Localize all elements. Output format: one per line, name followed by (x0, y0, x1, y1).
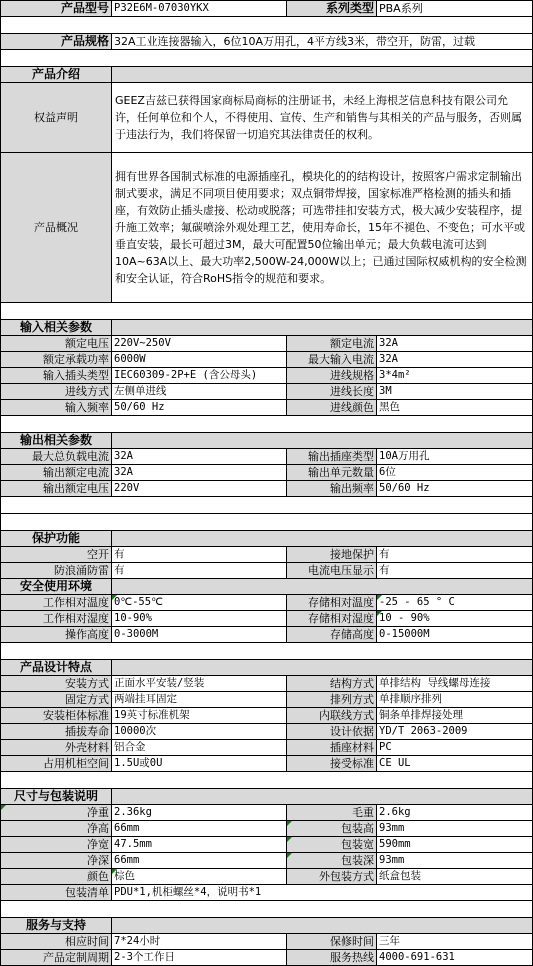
table-row (1, 853, 533, 869)
table-row (1, 676, 533, 692)
param-label: 保修时间 (287, 934, 377, 950)
param-label: 包装深 (287, 853, 377, 869)
param-label: 外包装方式 (287, 869, 377, 885)
spec-label: 产品规格 (1, 34, 112, 50)
param-value: 有 (377, 547, 533, 563)
spacer (1, 514, 533, 531)
param-value: 220V (112, 481, 287, 497)
param-label: 电流电压显示 (287, 563, 377, 579)
param-label: 结构方式 (287, 676, 377, 692)
param-label: 进线规格 (287, 368, 377, 384)
param-value: 单排结构 导线螺母连接 (377, 676, 533, 692)
series-type-label: 系列类型 (287, 1, 377, 17)
param-value: 有 (112, 547, 287, 563)
table-row (1, 740, 533, 756)
section-title-protect: 保护功能 (1, 531, 112, 547)
param-label: 插拔寿命 (1, 724, 112, 740)
model-label: 产品型号 (1, 1, 112, 17)
param-value: 19英寸标准机架 (112, 708, 287, 724)
param-label: 内联线方式 (287, 708, 377, 724)
section-title-service: 服务与支持 (1, 918, 112, 934)
section-fill (112, 531, 533, 547)
service-section-row (1, 918, 533, 934)
section-fill (112, 579, 533, 595)
param-value: 10 - 90% (377, 611, 533, 627)
param-label: 插座材料 (287, 740, 377, 756)
param-value: 黑色 (377, 400, 533, 416)
param-value: 纸盒包装 (377, 869, 533, 885)
param-value: 2.36kg (112, 805, 287, 821)
rights-label: 权益声明 (1, 83, 112, 153)
param-label: 操作高度 (1, 627, 112, 643)
param-label: 输出插座类型 (287, 449, 377, 465)
table-row (1, 708, 533, 724)
param-label: 接受标准 (287, 756, 377, 772)
param-value: 铝合金 (112, 740, 287, 756)
param-label: 净重 (1, 805, 112, 821)
spec-row (1, 34, 533, 50)
param-label: 包装宽 (287, 837, 377, 853)
section-fill (112, 789, 533, 805)
table-row (1, 692, 533, 708)
param-label: 设计依据 (287, 724, 377, 740)
section-fill (112, 433, 533, 449)
param-value: 有 (377, 563, 533, 579)
param-label: 工作相对温度 (1, 595, 112, 611)
series-type-value: PBA系列 (377, 1, 533, 17)
param-label: 进线颜色 (287, 400, 377, 416)
table-row (1, 481, 533, 497)
param-value: 32A (112, 449, 287, 465)
param-label: 进线方式 (1, 384, 112, 400)
overview-text: 拥有世界各国制式标准的电源插座孔，模块化的的结构设计，按照客户需求定制输出制式要求，满足不同项目使用要求；双点铜带焊接，国家标准严格检测的插头和插座，有效防止插头虚接、松动或脱落；可选带挂扣安装方式，极大减少安装程序，提升施工效率；氟碳喷涂外观处理工艺，使用寿命长，15年不褪色、不变色；可水平或垂直安装，最长可超过3M，最大可配置50位输出单元；最大负载电流可达到10A~63A以上、最大功率2,500W-24,000W以上；已通过国际权威机构的安全检测和安全认证，符合RoHS指令的规范和要求。 (112, 153, 533, 303)
section-title-intro: 产品介绍 (1, 67, 112, 83)
table-row (1, 368, 533, 384)
param-value: 2.6kg (377, 805, 533, 821)
table-row (1, 563, 533, 579)
param-label: 净高 (1, 821, 112, 837)
param-value: 10A万用孔 (377, 449, 533, 465)
param-value: 2-3个工作日 (112, 950, 287, 966)
param-value: 棕色 (112, 869, 287, 885)
param-value: 590mm (377, 837, 533, 853)
spacer (1, 50, 533, 67)
param-label: 相应时间 (1, 934, 112, 950)
param-value: 50/60 Hz (377, 481, 533, 497)
param-label: 产品定制周期 (1, 950, 112, 966)
table-row (1, 805, 533, 821)
param-value: 6000W (112, 352, 287, 368)
table-row (1, 837, 533, 853)
section-fill (112, 660, 533, 676)
param-label: 输出额定电压 (1, 481, 112, 497)
env-section-row (1, 579, 533, 595)
rights-text: GEEZ吉兹已获得国家商标局商标的注册证书，未经上海根芝信息科技有限公司允许，任何单位和个人，不得使用、宣传、生产和销售与其相关的产品与服务，否则属于违法行为，我们将保留一切追究其法律责任的权利。 (112, 83, 533, 153)
param-value: 有 (112, 563, 287, 579)
spacer (1, 497, 533, 514)
section-title-pack: 尺寸与包装说明 (1, 789, 112, 805)
protect-section-row (1, 531, 533, 547)
table-row (1, 869, 533, 885)
param-value: 50/60 Hz (112, 400, 287, 416)
spacer (1, 17, 533, 34)
param-value: 0-15000M (377, 627, 533, 643)
table-row (1, 756, 533, 772)
param-label: 输出单元数量 (287, 465, 377, 481)
section-fill (112, 320, 533, 336)
table-row (1, 384, 533, 400)
param-label: 安装方式 (1, 676, 112, 692)
param-label: 包装高 (287, 821, 377, 837)
design-section-row (1, 660, 533, 676)
table-row (1, 724, 533, 740)
param-label: 工作相对湿度 (1, 611, 112, 627)
param-label: 毛重 (287, 805, 377, 821)
param-label: 存储高度 (287, 627, 377, 643)
param-label: 额定承载功率 (1, 352, 112, 368)
param-label: 净深 (1, 853, 112, 869)
param-label: 额定电流 (287, 336, 377, 352)
param-label: 服务热线 (287, 950, 377, 966)
spacer (1, 772, 533, 789)
pack-section-row (1, 789, 533, 805)
table-row (1, 352, 533, 368)
param-value: IEC60309-2P+E (含公母头) (112, 368, 287, 384)
param-label: 进线长度 (287, 384, 377, 400)
param-value: YD/T 2063-2009 (377, 724, 533, 740)
param-value: 10000次 (112, 724, 287, 740)
param-label: 净宽 (1, 837, 112, 853)
spacer (1, 643, 533, 660)
table-row (1, 821, 533, 837)
pack-list-label: 包装清单 (1, 885, 112, 901)
pack-list-value: PDU*1,机柜螺丝*4，说明书*1 (112, 885, 533, 901)
param-label: 输出频率 (287, 481, 377, 497)
param-label: 输出额定电流 (1, 465, 112, 481)
param-value: 7*24小时 (112, 934, 287, 950)
spacer (1, 901, 533, 918)
param-label: 存储相对温度 (287, 595, 377, 611)
table-row (1, 400, 533, 416)
table-row (1, 934, 533, 950)
section-title-output: 输出相关参数 (1, 433, 112, 449)
param-value: 正面水平安装/竖装 (112, 676, 287, 692)
section-title-env: 安全使用环境 (1, 579, 112, 595)
param-value: 10-90% (112, 611, 287, 627)
param-label: 固定方式 (1, 692, 112, 708)
spacer (1, 303, 533, 320)
param-value: PC (377, 740, 533, 756)
section-fill (112, 918, 533, 934)
table-row (1, 336, 533, 352)
param-label: 输入插头类型 (1, 368, 112, 384)
param-value: 单排顺序排列 (377, 692, 533, 708)
overview-label: 产品概况 (1, 153, 112, 303)
param-value: 47.5mm (112, 837, 287, 853)
param-value: 6位 (377, 465, 533, 481)
param-label: 排列方式 (287, 692, 377, 708)
section-title-design: 产品设计特点 (1, 660, 112, 676)
param-label: 安装柜体标准 (1, 708, 112, 724)
param-value: 32A (377, 352, 533, 368)
model-row (1, 1, 533, 17)
spacer (1, 416, 533, 433)
param-value: -25 - 65 ° C (377, 595, 533, 611)
param-label: 空开 (1, 547, 112, 563)
section-fill (112, 67, 533, 83)
param-value: 左侧单进线 (112, 384, 287, 400)
param-value: 3M (377, 384, 533, 400)
table-row (1, 449, 533, 465)
table-row (1, 465, 533, 481)
param-label: 颜色 (1, 869, 112, 885)
table-row (1, 547, 533, 563)
param-value: 铜条单排焊接处理 (377, 708, 533, 724)
param-value: 两端挂耳固定 (112, 692, 287, 708)
rights-row (1, 83, 533, 153)
spec-value: 32A工业连接器输入，6位10A万用孔，4平方线3米，带空开，防雷，过载 (112, 34, 533, 50)
param-value: 3*4m² (377, 368, 533, 384)
param-label: 外壳材料 (1, 740, 112, 756)
param-value: 93mm (377, 821, 533, 837)
param-label: 额定电压 (1, 336, 112, 352)
param-label: 最大输入电流 (287, 352, 377, 368)
param-value: 93mm (377, 853, 533, 869)
param-label: 最大总负载电流 (1, 449, 112, 465)
model-value: P32E6M-07030YKX (112, 1, 287, 17)
intro-section-row (1, 67, 533, 83)
param-label: 存储相对湿度 (287, 611, 377, 627)
table-row (1, 950, 533, 966)
param-value: 0℃-55℃ (112, 595, 287, 611)
table-row (1, 611, 533, 627)
param-value: 66mm (112, 821, 287, 837)
param-value: 0-3000M (112, 627, 287, 643)
table-row (1, 627, 533, 643)
param-value: 220V~250V (112, 336, 287, 352)
output-section-row (1, 433, 533, 449)
param-label: 占用机柜空间 (1, 756, 112, 772)
param-value: 4000-691-631 (377, 950, 533, 966)
overview-row (1, 153, 533, 303)
param-label: 防浪涌防雷 (1, 563, 112, 579)
param-value: 32A (377, 336, 533, 352)
input-section-row (1, 320, 533, 336)
param-label: 输入频率 (1, 400, 112, 416)
section-title-input: 输入相关参数 (1, 320, 112, 336)
param-value: CE UL (377, 756, 533, 772)
table-row (1, 595, 533, 611)
pack-list-row (1, 885, 533, 901)
param-value: 32A (112, 465, 287, 481)
param-value: 1.5U或0U (112, 756, 287, 772)
param-value: 66mm (112, 853, 287, 869)
param-value: 三年 (377, 934, 533, 950)
param-label: 接地保护 (287, 547, 377, 563)
